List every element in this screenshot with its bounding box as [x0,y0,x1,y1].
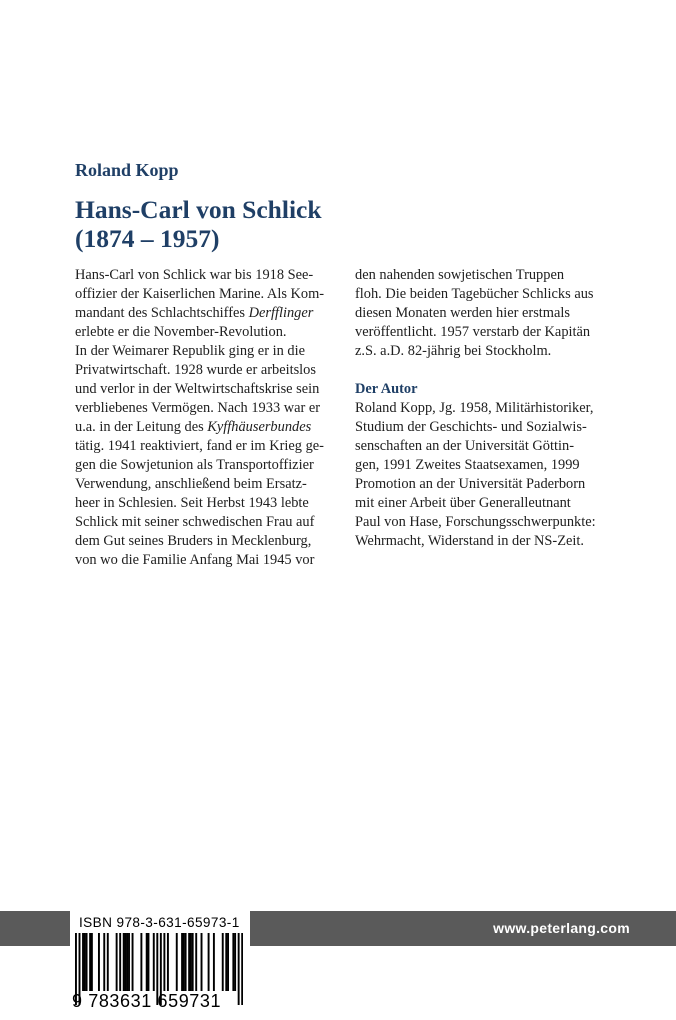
barcode-bar [89,933,91,991]
blurb-line: den nahenden sowjetischen Truppen [355,267,565,283]
title-line-2: (1874 – 1957) [75,224,220,253]
blurb-line: floh. Die beiden Tagebücher Schlicks aus [355,286,594,302]
barcode-bar [192,933,194,991]
blurb-text: mandant des Schlachtschiffes [75,305,249,321]
barcode-bar [167,933,169,991]
blurb-text: u.a. in der Leitung des [75,419,208,435]
ean-digits: 9 783631 659731 [72,991,222,1011]
blurb-line: von wo die Familie Anfang Mai 1945 vor [75,552,315,568]
bio-line: Wehrmacht, Widerstand in der NS-Zeit. [355,533,584,549]
blurb-line [75,304,337,323]
blurb-line: erlebte er die November-Revolution. [75,324,287,340]
blurb-column-right [355,266,623,551]
barcode-bar [119,933,121,991]
blurb-line: In der Weimarer Republik ging er in die [75,343,305,359]
author-name: Roland Kopp [75,160,179,180]
barcode-bar [185,933,187,991]
blurb-line: diesen Monaten werden hier erstmals [355,305,570,321]
author-section-heading: Der Autor [355,381,418,397]
barcode-bar [208,933,210,991]
blurb-line: offizier der Kaiserlichen Marine. Als Kom- [75,286,325,302]
barcode-bar [103,933,105,991]
barcode-bar [98,933,100,991]
barcode-bar [116,933,118,991]
blurb-line: veröffentlicht. 1957 verstarb der Kapitän [355,324,591,340]
title-line-1: Hans-Carl von Schlick [75,195,322,224]
barcode-bar [195,933,197,991]
blurb-column-left [75,266,337,570]
barcode-bar [107,933,109,991]
blurb-line: Verwendung, anschließend beim Ersatz- [75,476,307,492]
barcode-bar [132,933,134,991]
blurb-line: gen die Sowjetunion als Transportoffizier [75,457,314,473]
barcode-bar [190,933,192,991]
publisher-url[interactable]: www.peterlang.com [493,920,630,936]
barcode-bar [163,933,165,991]
barcode-bar [176,933,178,991]
barcode-bar [227,933,229,991]
blurb-line: z.S. a.D. 82-jährig bei Stockholm. [355,343,552,359]
organization-name: Kyffhäuserbundes [207,419,312,435]
barcode-bar [84,933,86,991]
barcode-bar [238,933,240,1005]
barcode-bar [126,933,128,991]
blurb-line: und verlor in der Weltwirtschaftskrise sein [75,381,320,397]
barcode-bar [181,933,183,991]
blurb-line: tätig. 1941 reaktiviert, fand er im Krieg ge- [75,438,324,454]
paragraph-gap [355,361,623,380]
barcode-bar [153,933,155,991]
barcode-bar [91,933,93,991]
bio-line: Roland Kopp, Jg. 1958, Militärhistoriker, [355,400,594,416]
bio-line: gen, 1991 Zweites Staatsexamen, 1999 [355,457,580,473]
barcode-bar [183,933,185,991]
ship-name: Derfflinger [248,305,314,321]
isbn-label: ISBN 978-3-631-65973-1 [79,915,240,930]
blurb-line: dem Gut seines Bruders in Mecklenburg, [75,533,312,549]
barcode-bar [234,933,236,991]
bio-line: Promotion an der Universität Paderborn [355,476,586,492]
blurb-line [75,418,337,437]
barcode-bar [128,933,130,991]
barcode-bar [222,933,224,991]
barcode-bar [148,933,150,991]
bio-line: Paul von Hase, Forschungsschwerpunkte: [355,514,596,530]
blurb-line: heer in Schlesien. Seit Herbst 1943 lebte [75,495,309,511]
barcode-bar [201,933,203,991]
book-title [75,195,322,253]
barcode-bar [86,933,88,991]
bio-line: senschaften an der Universität Göttin- [355,438,574,454]
barcode-bar [213,933,215,991]
bio-line: Studium der Geschichts- und Sozialwis- [355,419,587,435]
barcode-bar [146,933,148,991]
blurb-line: Privatwirtschaft. 1928 wurde er arbeitslos [75,362,316,378]
barcode-bar [188,933,190,991]
barcode-bar [123,933,125,991]
bio-line: mit einer Arbeit über Generalleutnant [355,495,571,511]
barcode-bar [225,933,227,991]
barcode-bar [82,933,84,991]
barcode-bar [140,933,142,991]
blurb-line: verbliebenes Vermögen. Nach 1933 war er [75,400,321,416]
barcode-bar [232,933,234,991]
blurb-line: Hans-Carl von Schlick war bis 1918 See- [75,267,314,283]
barcode-bar [125,933,127,991]
barcode-bar [241,933,243,1005]
blurb-line: Schlick mit seiner schwedischen Frau auf [75,514,315,530]
